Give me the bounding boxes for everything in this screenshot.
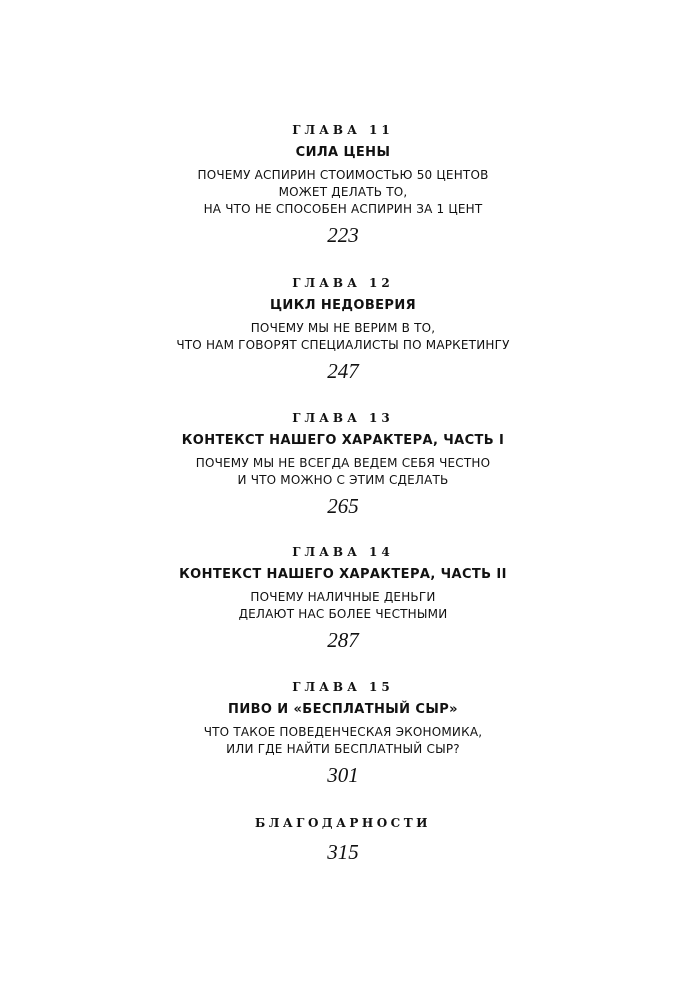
subtitle-line: ЧТО ТАКОЕ ПОВЕДЕНЧЕСКАЯ ЭКОНОМИКА, [203,725,483,739]
chapter-title: СИЛА ЦЕНЫ [295,145,391,160]
chapter-label: ГЛАВА 12 [292,276,394,290]
subtitle-line: МОЖЕТ ДЕЛАТЬ ТО, [278,185,408,199]
chapter-title: ЦИКЛ НЕДОВЕРИЯ [269,298,417,313]
chapter-title: ПИВО И «БЕСПЛАТНЫЙ СЫР» [228,702,458,717]
toc-entry-chapter-13 [0,410,686,518]
subtitle-line: И ЧТО МОЖНО С ЭТИМ СДЕЛАТЬ [237,473,449,487]
chapter-title: КОНТЕКСТ НАШЕГО ХАРАКТЕРА, ЧАСТЬ II [179,567,507,582]
page-number: 315 [327,840,359,864]
page-number: 265 [327,494,359,518]
toc-entry-chapter-15 [0,679,686,787]
chapter-label: ГЛАВА 13 [292,411,394,425]
chapter-subtitle [0,167,686,218]
subtitle-line: НА ЧТО НЕ СПОСОБЕН АСПИРИН ЗА 1 ЦЕНТ [203,202,483,216]
page-number: 287 [327,628,359,652]
subtitle-line: ДЕЛАЮТ НАС БОЛЕЕ ЧЕСТНЫМИ [238,607,448,621]
toc-entry-acknowledgements [0,815,686,864]
subtitle-line: ПОЧЕМУ МЫ НЕ ВСЕГДА ВЕДЕМ СЕБЯ ЧЕСТНО [195,456,491,470]
toc-entry-chapter-11 [0,122,686,247]
subtitle-line: ИЛИ ГДЕ НАЙТИ БЕСПЛАТНЫЙ СЫР? [226,742,460,756]
acknowledgements-label: БЛАГОДАРНОСТИ [255,816,431,830]
toc-entry-chapter-12 [0,275,686,383]
subtitle-line: ЧТО НАМ ГОВОРЯТ СПЕЦИАЛИСТЫ ПО МАРКЕТИНГУ [176,338,510,352]
chapter-subtitle [0,589,686,623]
chapter-subtitle [0,320,686,354]
page-number: 247 [327,359,359,383]
chapter-title: КОНТЕКСТ НАШЕГО ХАРАКТЕРА, ЧАСТЬ I [181,433,505,448]
chapter-label: ГЛАВА 15 [292,680,394,694]
toc-entry-chapter-14 [0,544,686,652]
subtitle-line: ПОЧЕМУ МЫ НЕ ВЕРИМ В ТО, [250,321,436,335]
page-number: 223 [327,223,359,247]
chapter-label: ГЛАВА 14 [292,545,394,559]
subtitle-line: ПОЧЕМУ АСПИРИН СТОИМОСТЬЮ 50 ЦЕНТОВ [197,168,489,182]
subtitle-line: ПОЧЕМУ НАЛИЧНЫЕ ДЕНЬГИ [250,590,436,604]
chapter-subtitle [0,724,686,758]
chapter-label: ГЛАВА 11 [292,123,394,137]
page-number: 301 [327,763,359,787]
chapter-subtitle [0,455,686,489]
